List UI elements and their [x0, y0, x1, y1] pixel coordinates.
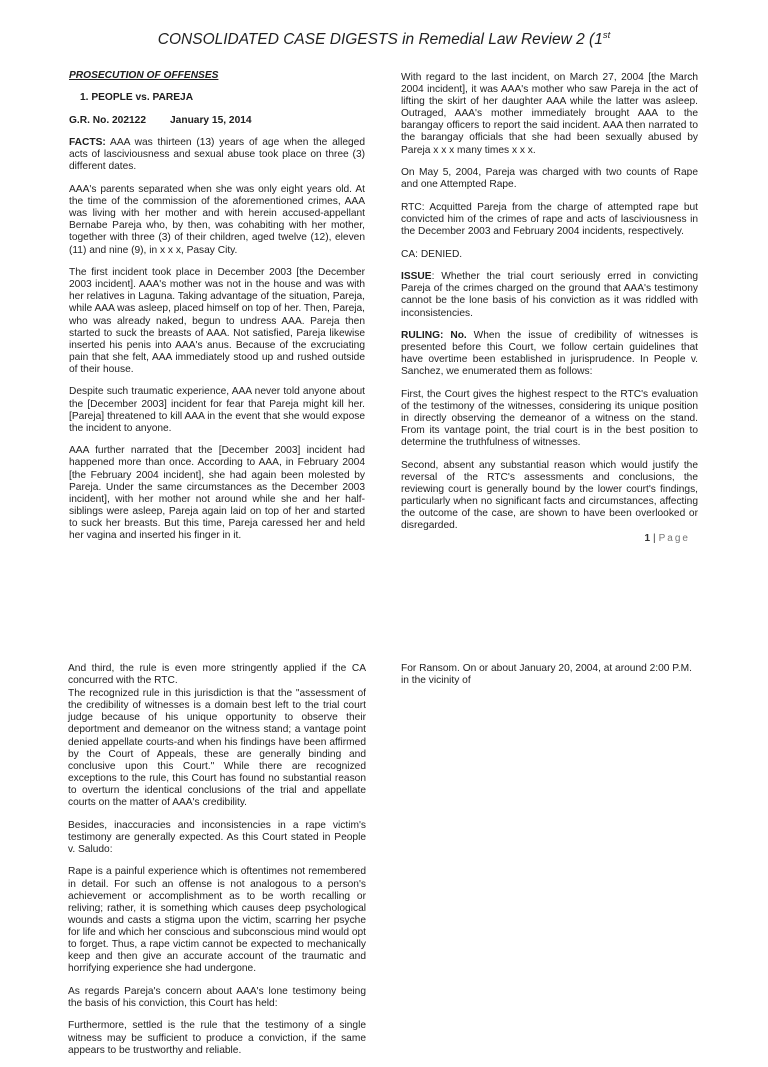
page-gap [0, 560, 768, 655]
paragraph: CA: DENIED. [401, 248, 463, 260]
paragraph: And third, the rule is even more stringently applied if the CA concurred with the RTC. [68, 663, 366, 687]
case-title: 1. PEOPLE vs. PAREJA [80, 92, 194, 104]
paragraph: For Ransom. On or about January 20, 2004, at around 2:00 P.M. in the vicinity of [401, 663, 692, 687]
paragraph: Furthermore, settled is the rule that the testimony of a single witness may be sufficient to produce a conviction, if the same appears to be trustworthy and reliable. [68, 1020, 366, 1056]
ruling-text: When the issue of credibility of witnesses is presented before this Court, we follow certain guidelines that have overtime been established in jurisprudence. In People v. Sanchez, we enumerated them as follows: [401, 330, 698, 378]
facts-label: FACTS: [69, 137, 106, 149]
paragraph: On May 5, 2004, Pareja was charged with two counts of Rape and one Attempted Rape. [401, 167, 698, 191]
document-header [0, 30, 768, 49]
page2-left-column [68, 663, 366, 1067]
paragraph: RTC: Acquitted Pareja from the charge of attempted rape but convicted him of the crimes of rape and acts of lasciviousness in the December 2003 and February 2004 incidents, respectively. [401, 201, 698, 238]
paragraph: AAA's parents separated when she was only eight years old. At the time of the commission of the aforementioned crimes, AAA was living with her mother and with herein accused-appellant Bernabe Pareja who, by then, was cohabiting with her mother, together with three (3) of their children, aged twelve (12), eleven (11) and nine (9), in x x x, Pasay City. [69, 184, 365, 256]
issue-paragraph [401, 271, 698, 319]
paragraph: The recognized rule in this jurisdiction is that the "assessment of the credibility of witnesses is a domain best left to the trial court judge because of his unique opportunity to observe their deportment and demeanor on the witness stand; a vantage point denied appellate courts-and when his findings have been affirmed by the Court of Appeals, these are generally binding and conclusive upon this Court." While there are recognized exceptions to the rule, this Court has found no substantial reason to overturn the identical conclusions of the trial and appellate courts on the matter of AAA's credibility. [68, 688, 366, 809]
paragraph: With regard to the last incident, on March 27, 2004 [the March 2004 incident], it was AAA's mother who saw Pareja in the act of lifting the skirt of her daughter AAA while the latter was asleep. Outraged, AAA's mother immediately brought AAA to the barangay officers to report the said incident. AAA then narrated to the barangay officials that she had been sexually abused by Pareja x x x many times x x x. [401, 72, 698, 156]
case-date: January 15, 2014 [170, 115, 252, 127]
section-title: PROSECUTION OF OFFENSES [69, 70, 219, 81]
facts-paragraph [69, 137, 365, 173]
page2-right-column [401, 663, 698, 698]
page-number: 1 [644, 533, 651, 544]
page-footer [644, 533, 690, 544]
paragraph: As regards Pareja's concern about AAA's lone testimony being the basis of his conviction, this Court has held: [68, 985, 366, 1009]
footer-separator: | [653, 533, 656, 544]
header-title: CONSOLIDATED CASE DIGESTS in Remedial Law Review 2 (1 [157, 31, 603, 49]
header-title-superscript: st [602, 30, 611, 41]
facts-text: AAA was thirteen (13) years of age when the alleged acts of lasciviousness and sexual abuse took place on three (3) different dates. [69, 137, 365, 173]
page-label: Page [658, 533, 690, 544]
document-page-2 [0, 655, 768, 1056]
paragraph: AAA further narrated that the [December 2003] incident had happened more than once. According to AAA, in February 2004 [the February 2004 incident], she had again been molested by Pareja. Under the same circumstances as the December 2003 incident], with her mother not around while she and her half-siblings were asleep, Pareja again laid on top of her and started to suck her breasts. But this time, Pareja caressed her and held her vagina and inserted his finger in it. [69, 445, 365, 541]
paragraph: Rape is a painful experience which is oftentimes not remembered in detail. For such an offense is not analogous to a person's achievement or accomplishment as to be worth recalling or reliving; rather, it is something which causes deep psychological wounds and casts a stigma upon the victim, scarring her psyche for life and which her conscious and subconscious mind would opt to forget. Thus, a rape victim cannot be expected to mechanically keep and then give an accurate account of the traumatic and horrifying experience she had undergone. [68, 866, 366, 975]
paragraph: Despite such traumatic experience, AAA never told anyone about the [December 2003] incident for fear that Pareja might kill her. [Pareja] threatened to kill AAA in the event that she would expose the incident to anyone. [69, 386, 365, 434]
gr-number: G.R. No. 202122 [69, 115, 147, 127]
case-citation [69, 115, 365, 127]
paragraph: Besides, inaccuracies and inconsistencies in a rape victim's testimony are generally expected. As this Court stated in People v. Saludo: [68, 819, 366, 855]
issue-text: : Whether the trial court seriously erred in convicting Pareja of the crimes charged on the ground that AAA's testimony cannot be the lone basis of his conviction as it was riddled with inconsistencies. [401, 271, 698, 319]
page1-right-column [401, 72, 698, 543]
ruling-paragraph [401, 330, 698, 378]
paragraph: First, the Court gives the highest respect to the RTC's evaluation of the testimony of the witnesses, considering its unique position in directly observing the demeanor of a witness on the stand. From its vantage point, the trial court is in the best position to determine the truthfulness of witnesses. [401, 388, 698, 449]
page1-left-column [69, 70, 365, 553]
paragraph: Second, absent any substantial reason which would justify the reversal of the RTC's assessments and conclusions, the reviewing court is generally bound by the lower court's findings, particularly when no significant facts and circumstances, affecting the outcome of the case, are shown to have been overlooked or disregarded. [401, 459, 698, 532]
ruling-label: RULING: No. [401, 330, 467, 342]
paragraph: The first incident took place in December 2003 [the December 2003 incident]. AAA's mother was not in the house and was with her relatives in Laguna. Taking advantage of the situation, Pareja, while AAA was asleep, placed himself on top of her. Then, Pareja, who was already naked, begun to undress AAA. Pareja then started to suck the breasts of AAA. Not satisfied, Pareja likewise inserted his penis into AAA's anus. Because of the excruciating pain that she felt, AAA immediately stood up and rushed outside of their house. [69, 267, 365, 375]
issue-label: ISSUE [401, 271, 432, 283]
